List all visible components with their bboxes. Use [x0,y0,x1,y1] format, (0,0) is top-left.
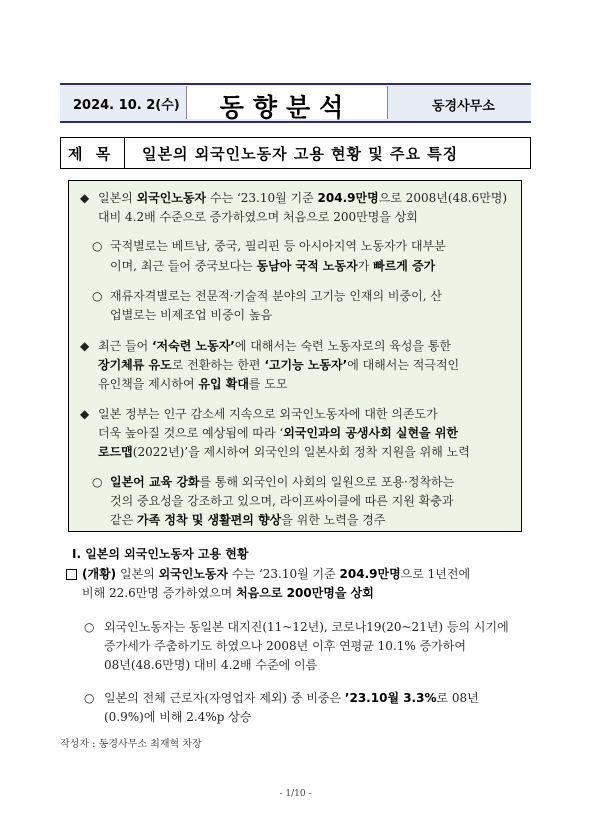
subject-text: 일본의 외국인노동자 고용 현황 및 주요 특징 [142,145,459,163]
overview-line2: 비해 22.6만명 증가하였으며 처음으로 200만명을 상회 [82,586,374,600]
summary-p3-sub1-line1: 일본어 교육 강화를 통해 외국인이 사회의 일원으로 포용·정착하는 [110,475,455,489]
summary-p3-line3: 로드맵(2022년)’을 제시하여 외국인의 일본사회 정착 지원을 위해 노력 [98,445,470,459]
summary-p2-line3: 유인책을 제시하여 유입 확대를 도모 [98,377,288,391]
summary-p2-line2: 장기체류 유도로 전환하는 한편 ‘고기능 노동자’에 대해서는 적극적인 [98,358,460,372]
summary-p1-sub1-line1: 국적별로는 베트남, 중국, 필리핀 등 아시아지역 노동자가 대부분 [110,239,446,253]
section1-sub1-line1: 외국인노동자는 동일본 대지진(11~12년), 코로나19(20~21년) 등의 시기에 [104,620,509,634]
summary-p3-line1: 일본 정부는 인구 감소세 지속으로 외국인노동자에 대한 의존도가 [98,407,438,421]
author-note: 작성자 : 동경사무소 최재혁 차장 [60,739,202,750]
overview-line1: (개황) 일본의 외국인노동자 수는 ‘23.10월 기준 204.9만명으로 1년전에 [82,567,471,581]
page-number: - 1/10 - [279,789,312,799]
header-top-rule [60,83,531,85]
summary-p1-sub2-line1: 재류자격별로는 전문적·기술적 분야의 고기능 인재의 비중이, 산 [110,289,442,303]
section-title: Ⅰ. 일본의 외국인노동자 고용 현황 [72,547,249,561]
summary-p1-sub1-line2: 이며, 최근 들어 중국보다는 동남아 국적 노동자가 빠르게 증가 [110,259,436,273]
report-date: 2024. 10. 2(수) [73,98,180,113]
summary-p3-sub1-line2: 것의 중요성을 강조하고 있으며, 라이프싸이클에 따른 지원 확충과 [110,494,454,508]
summary-p3-sub1-line3: 같은 가족 정착 및 생활편의 향상을 위한 노력을 경주 [110,513,386,527]
office-name: 동경사무소 [432,99,495,114]
section1-sub2-line2: (0.9%)에 비해 2.4%p 상승 [104,710,252,724]
section1-sub1-line3: 08년(48.6만명) 대비 4.2배 수준에 이름 [104,658,318,672]
summary-p3-line2: 더욱 높아질 것으로 예상됨에 따라 ‘외국인과의 공생사회 실현을 위한 [98,426,459,440]
summary-p1-sub2-line2: 업별로는 비제조업 비중이 높음 [110,308,273,322]
diamond-bullet-icon: ◆ [80,191,90,205]
subject-label: 제 목 [68,145,115,163]
circle-bullet-icon: ○ [92,475,103,489]
diamond-bullet-icon: ◆ [80,339,90,353]
summary-p2-line1: 최근 들어 ‘저숙련 노동자’에 대해서는 숙련 노동자로의 육성을 통한 [98,339,451,353]
diamond-bullet-icon: ◆ [80,407,90,421]
summary-p1-line1: 일본의 외국인노동자 수는 ‘23.10월 기준 204.9만명으로 2008년(48.6만명) [98,191,508,205]
summary-p1-line2: 대비 4.2배 수준으로 증가하였으며 처음으로 200만명을 상회 [98,210,418,224]
report-title: 동향분석 [219,93,353,122]
circle-bullet-icon: ○ [92,239,103,253]
circle-bullet-icon: ○ [84,620,95,634]
circle-bullet-icon: ○ [92,289,103,303]
checkbox-square-icon [66,569,77,580]
section1-sub2-line1: 일본의 전체 근로자(자영업자 제외) 중 비중은 ’23.10월 3.3%로 08년 [104,691,479,705]
section1-sub1-line2: 증가세가 주춤하기도 하였으나 2008년 이후 연평균 10.1% 증가하여 [104,639,466,653]
subject-divider [124,137,125,169]
circle-bullet-icon: ○ [84,691,95,705]
